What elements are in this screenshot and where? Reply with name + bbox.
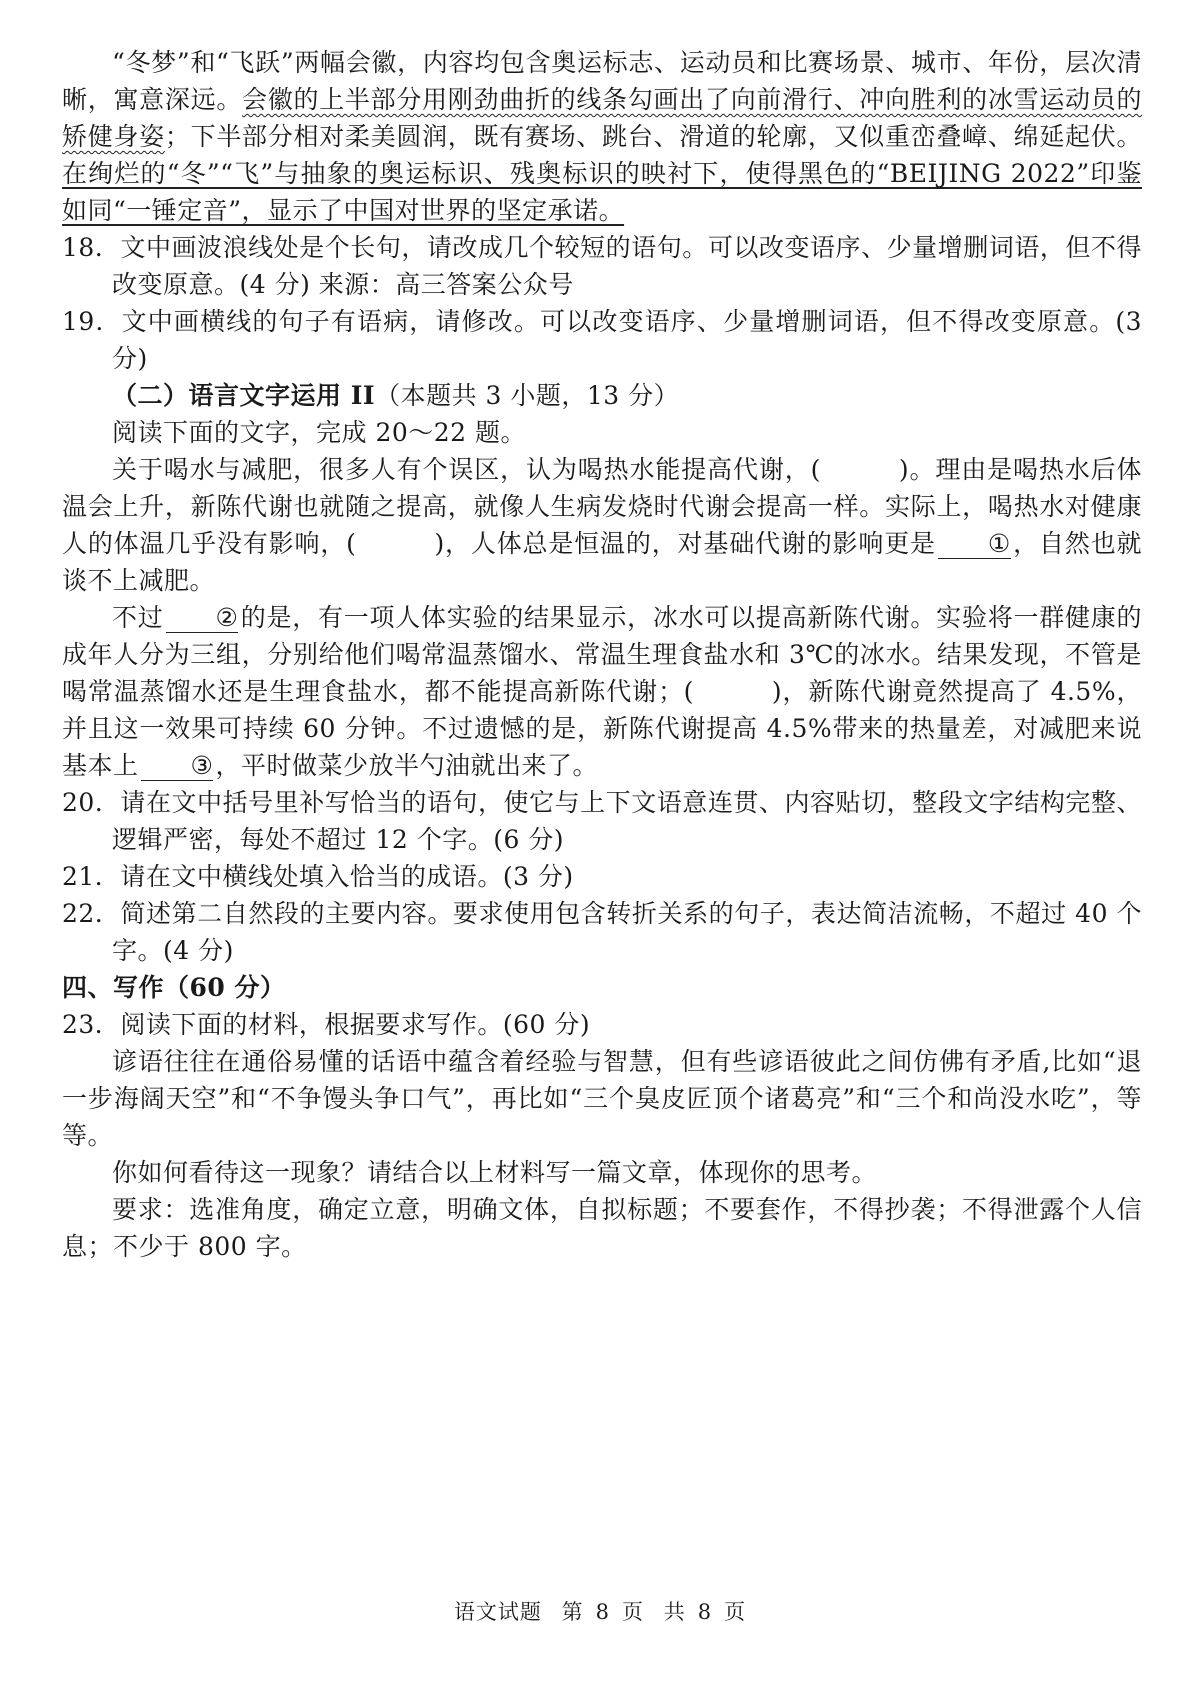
passage-2-paragraph-2 [62, 599, 1142, 784]
fill-blank-3: ③ [141, 752, 214, 781]
fill-blank-2: ② [166, 604, 239, 633]
question-text: 简述第二自然段的主要内容。要求使用包含转折关系的句子，表达简洁流畅，不超过 40 个字。(4 分) [112, 899, 1143, 965]
passage-tail-middle: ；下半部分相对柔美圆润，既有赛场、跳台、滑道的轮廓，又似重峦叠嶂、绵延起伏。 [164, 122, 1142, 151]
section-2-heading [62, 377, 1142, 414]
question-22 [62, 895, 1142, 969]
footer-page-number: 8 [595, 1600, 610, 1624]
passage-text: )。理由是喝热水后体温会上升，新陈代谢也就随之提高，就像人生病发烧时代谢会提高一样。实际上，喝热水对健康人的体温几乎没有影响，( [62, 455, 1142, 558]
section-heading: （二）语言文字运用 II [112, 381, 376, 410]
reading-instruction: 阅读下面的文字，完成 20～22 题。 [112, 418, 527, 447]
passage-text: 关于喝水与减肥，很多人有个误区，认为喝热水能提高代谢，( [112, 455, 821, 484]
passage-text: ，平时做菜少放半勺油就出来了。 [215, 751, 598, 780]
question-18 [62, 229, 1142, 303]
fill-blank-1: ① [938, 530, 1011, 559]
question-number: 23． [62, 1010, 121, 1039]
question-number: 20． [62, 788, 121, 817]
question-20 [62, 784, 1142, 858]
question-text: 请在文中括号里补写恰当的语句，使它与上下文语意连贯、内容贴切，整段文字结构完整、逻辑严密，每处不超过 12 个字。(6 分) [112, 788, 1143, 854]
passage-text: ，自然也就谈不上减肥。 [62, 529, 1142, 595]
question-21 [62, 858, 1142, 895]
passage-2-paragraph-1 [62, 451, 1142, 599]
section-4-heading: 四、写作（60 分） [62, 973, 286, 1002]
writing-material: 谚语往往在通俗易懂的话语中蕴含着经验与智慧，但有些谚语彼此之间仿佛有矛盾,比如“退一步海阔天空”和“不争馒头争口气”，再比如“三个臭皮匠顶个诸葛亮”和“三个和尚没水吃”，等等。 [62, 1047, 1142, 1150]
footer-total-suffix: 页 [724, 1600, 747, 1624]
question-19 [62, 303, 1142, 377]
question-number: 21． [62, 862, 121, 891]
question-number: 19． [62, 307, 122, 336]
question-number: 18． [62, 233, 121, 262]
wavy-underlined-sentence: 会徽的上半部分用刚劲曲折的线条勾画出了向前滑行、冲向胜利的冰雪运动员的矫健身姿 [62, 85, 1142, 151]
footer-total-prefix: 共 [663, 1600, 686, 1624]
footer-page-prefix: 第 [561, 1600, 584, 1624]
passage-tail-line1: “冬梦”和“飞跃”两幅会徽，内容均包含奥运标志、运动员和比赛场景、城市、年份，层次清晰，寓意深远。 [62, 48, 1142, 114]
passage-text: )，新陈代谢竟然提高了 4.5%，并且这一效果可持续 60 分钟。不过遗憾的是，新陈代谢提高 4.5%带来的热量差，对减肥来说基本上 [62, 677, 1142, 780]
footer-total-number: 8 [697, 1600, 713, 1624]
underlined-sentence: 在绚烂的“冬”“飞”与抽象的奥运标识、残奥标识的映衬下，使得黑色的“BEIJING 2022”印鉴如同“一锤定音”，显示了中国对世界的坚定承诺。 [62, 159, 1142, 225]
exam-body [62, 44, 1142, 1265]
question-text: 文中画波浪线处是个长句，请改成几个较短的语句。可以改变语序、少量增删词语，但不得改变原意。(4 分) 来源：高三答案公众号 [112, 233, 1143, 299]
passage-tail-paragraph [62, 44, 1142, 229]
question-text: 请在文中横线处填入恰当的成语。(3 分) [120, 862, 574, 891]
question-text: 文中画横线的句子有语病，请修改。可以改变语序、少量增删词语，但不得改变原意。(3 分) [112, 307, 1143, 373]
question-23 [62, 1006, 1142, 1043]
footer-page-suffix: 页 [622, 1600, 644, 1624]
section-heading-note: （本题共 3 小题，13 分） [375, 381, 680, 410]
writing-prompt: 你如何看待这一现象？请结合以上材料写一篇文章，体现你的思考。 [112, 1158, 878, 1187]
passage-text: )，人体总是恒温的，对基础代谢的影响更是 [434, 529, 936, 558]
passage-text: 的是，有一项人体实验的结果显示，冰水可以提高新陈代谢。实验将一群健康的成年人分为三组，分别给他们喝常温蒸馏水、常温生理食盐水和 3℃的冰水。结果发现，不管是喝常温蒸馏水还是生理食盐水，都不能提高新陈代谢；( [62, 603, 1142, 706]
page-footer [0, 1596, 1200, 1626]
footer-subject: 语文试题 [453, 1600, 542, 1624]
writing-requirements: 要求：选准角度，确定立意，明确文体，自拟标题；不要套作，不得抄袭；不得泄露个人信息；不少于 800 字。 [62, 1195, 1142, 1261]
passage-text: 不过 [112, 603, 164, 632]
question-number: 22． [62, 899, 121, 928]
question-text: 阅读下面的材料，根据要求写作。(60 分) [120, 1010, 591, 1039]
